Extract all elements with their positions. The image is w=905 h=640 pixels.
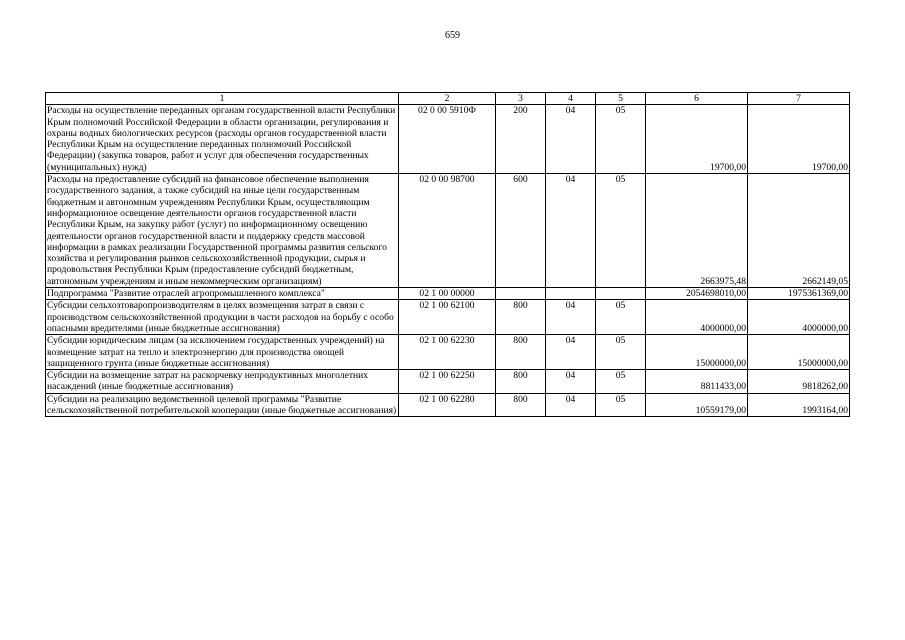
row-col-4: 04 bbox=[546, 370, 596, 394]
row-col-5: 05 bbox=[596, 300, 646, 335]
row-amount-col-7: 15000000,00 bbox=[748, 335, 850, 370]
row-amount-col-6: 15000000,00 bbox=[646, 335, 748, 370]
table-row bbox=[46, 174, 850, 288]
header-cell-2: 2 bbox=[399, 93, 496, 105]
table-row bbox=[46, 288, 850, 300]
row-description: Расходы на предоставление субсидий на финансовое обеспечение выполнения государственного задания, а также субсидий на иные цели государственным бюджетным и автономным учреждениям Республики Крым, осуществляющим информационное освещение деятельности органов государственной власти Республики Крым, на закупку работ (услуг) по информационному освещению деятельности органов государственной власти и поддержку средств массовой информации в рамках реализации Государственной программы развития сельского хозяйства и регулирования рынков сельскохозяйственной продукции, сырья и продовольствия Республики Крым (предоставление субсидий бюджетным, автономным учреждениям и иным некоммерческим организациям) bbox=[46, 174, 399, 288]
row-col-3 bbox=[496, 288, 546, 300]
row-col-3: 800 bbox=[496, 335, 546, 370]
row-col-5: 05 bbox=[596, 174, 646, 288]
table-body bbox=[46, 93, 850, 417]
header-cell-5: 5 bbox=[596, 93, 646, 105]
row-amount-col-6: 2663975,48 bbox=[646, 174, 748, 288]
table-row bbox=[46, 105, 850, 174]
row-code: 02 0 00 98700 bbox=[399, 174, 496, 288]
row-col-4: 04 bbox=[546, 300, 596, 335]
row-code: 02 1 00 62280 bbox=[399, 393, 496, 417]
row-description: Субсидии на возмещение затрат на раскорчевку непродуктивных многолетних насаждений (иные бюджетные ассигнования) bbox=[46, 370, 399, 394]
row-description: Субсидии юридическим лицам (за исключением государственных учреждений) на возмещение затрат на тепло и электроэнергию для производства овощей защищенного грунта (иные бюджетные ассигнования) bbox=[46, 335, 399, 370]
row-col-3: 800 bbox=[496, 393, 546, 417]
header-cell-7: 7 bbox=[748, 93, 850, 105]
row-description: Субсидии сельхозтоваропроизводителям в целях возмещения затрат в связи с производством сельскохозяйственной продукции в части расходов на борьбу с особо опасными вредителями (иные бюджетные ассигнования) bbox=[46, 300, 399, 335]
row-amount-col-6: 8811433,00 bbox=[646, 370, 748, 394]
row-col-3: 800 bbox=[496, 370, 546, 394]
row-col-5: 05 bbox=[596, 335, 646, 370]
table-row bbox=[46, 393, 850, 417]
header-cell-6: 6 bbox=[646, 93, 748, 105]
row-col-4: 04 bbox=[546, 174, 596, 288]
row-col-3: 200 bbox=[496, 105, 546, 174]
row-col-4: 04 bbox=[546, 335, 596, 370]
table-row bbox=[46, 335, 850, 370]
row-amount-col-7: 1975361369,00 bbox=[748, 288, 850, 300]
header-cell-3: 3 bbox=[496, 93, 546, 105]
row-amount-col-7: 19700,00 bbox=[748, 105, 850, 174]
row-code: 02 1 00 62230 bbox=[399, 335, 496, 370]
row-description: Расходы на осуществление переданных органам государственной власти Республики Крым полномочий Российской Федерации в области организации, регулирования и охраны водных биологических ресурсов (расходы органов государственной власти Республики Крым на осуществление переданных полномочий Российской Федерации) (закупка товаров, работ и услуг для обеспечения государственных (муниципальных) нужд) bbox=[46, 105, 399, 174]
row-col-5: 05 bbox=[596, 105, 646, 174]
row-amount-col-7: 2662149,05 bbox=[748, 174, 850, 288]
row-col-4: 04 bbox=[546, 105, 596, 174]
row-code: 02 0 00 5910Ф bbox=[399, 105, 496, 174]
row-col-5: 05 bbox=[596, 370, 646, 394]
table-row bbox=[46, 300, 850, 335]
row-amount-col-7: 4000000,00 bbox=[748, 300, 850, 335]
row-description: Подпрограмма "Развитие отраслей агропромышленного комплекса" bbox=[46, 288, 399, 300]
row-col-3: 800 bbox=[496, 300, 546, 335]
page-number: 659 bbox=[445, 30, 460, 41]
row-amount-col-7: 1993164,00 bbox=[748, 393, 850, 417]
budget-table bbox=[45, 92, 850, 417]
header-cell-1: 1 bbox=[46, 93, 399, 105]
row-col-3: 600 bbox=[496, 174, 546, 288]
row-amount-col-7: 9818262,00 bbox=[748, 370, 850, 394]
row-code: 02 1 00 62100 bbox=[399, 300, 496, 335]
row-code: 02 1 00 62250 bbox=[399, 370, 496, 394]
table-row bbox=[46, 370, 850, 394]
header-cell-4: 4 bbox=[546, 93, 596, 105]
row-description: Субсидии на реализацию ведомственной целевой программы "Развитие сельскохозяйственной потребительской кооперации (иные бюджетные ассигнования) bbox=[46, 393, 399, 417]
row-col-5 bbox=[596, 288, 646, 300]
row-amount-col-6: 10559179,00 bbox=[646, 393, 748, 417]
row-col-5: 05 bbox=[596, 393, 646, 417]
row-col-4 bbox=[546, 288, 596, 300]
row-amount-col-6: 4000000,00 bbox=[646, 300, 748, 335]
row-amount-col-6: 19700,00 bbox=[646, 105, 748, 174]
row-col-4: 04 bbox=[546, 393, 596, 417]
row-amount-col-6: 2054698010,00 bbox=[646, 288, 748, 300]
row-code: 02 1 00 00000 bbox=[399, 288, 496, 300]
header-row bbox=[46, 93, 850, 105]
